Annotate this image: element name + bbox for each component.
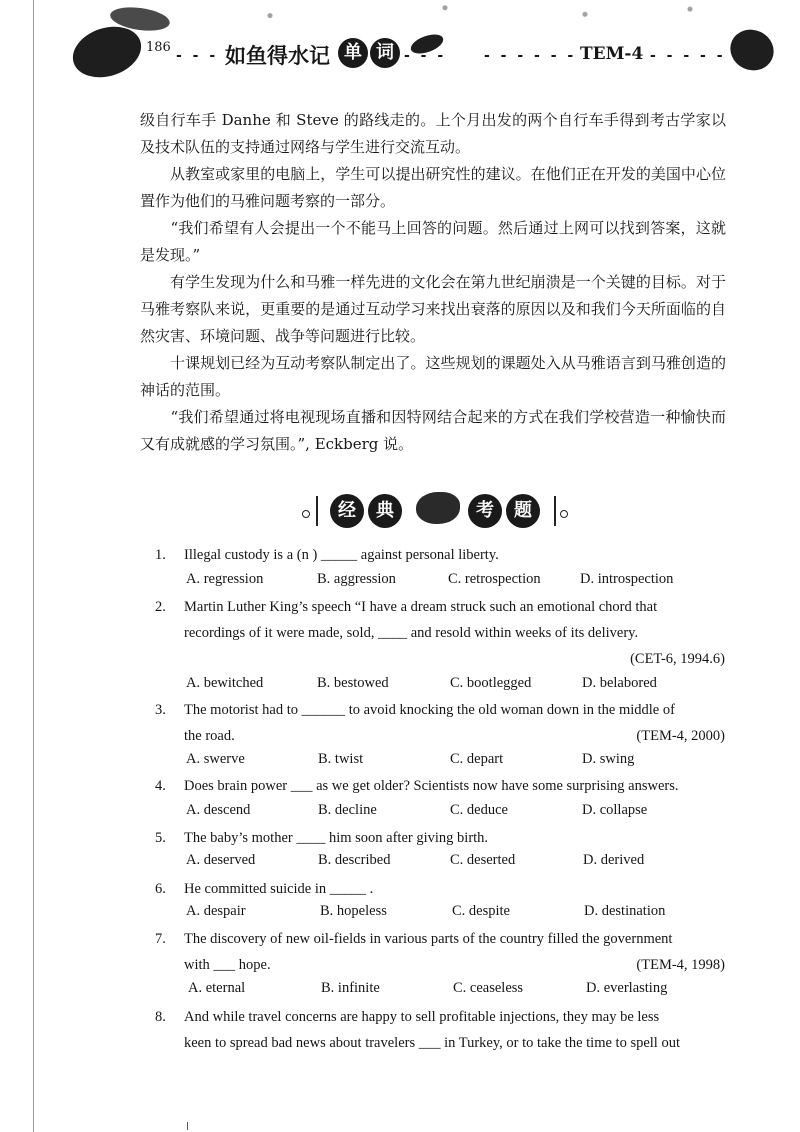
- option: D. collapse: [582, 802, 648, 818]
- question-number: 3.: [155, 702, 166, 718]
- question-stem: The motorist had to ______ to avoid knocking the old woman down in the middle of: [184, 702, 675, 718]
- question-number: 7.: [155, 931, 166, 947]
- paragraph: 十课规划已经为互动考察队制定出了。这些规划的课题处入从马雅语言到马雅创造的神话的范围。: [140, 354, 726, 399]
- question-number: 2.: [155, 599, 166, 615]
- question-source: (CET-6, 1994.6): [630, 651, 725, 667]
- option: C. ceaseless: [453, 980, 524, 996]
- question-number: 1.: [155, 547, 166, 563]
- option: D. belabored: [582, 675, 657, 691]
- option: A. bewitched: [186, 675, 264, 691]
- question-number: 6.: [155, 881, 166, 897]
- banner-dot-right: [560, 510, 568, 518]
- question-item: [155, 825, 725, 851]
- page-number: 186: [146, 40, 171, 55]
- paragraph: “我们希望通过将电视现场直播和因特网结合起来的方式在我们学校营造一种愉快而又有成就感的学习氛围。”, Eckberg 说。: [140, 408, 726, 453]
- option: D. swing: [582, 751, 635, 767]
- option: D. destination: [584, 903, 666, 919]
- banner-dot-left: [302, 510, 310, 518]
- question-item: [155, 926, 725, 978]
- option: D. everlasting: [586, 980, 668, 996]
- option: B. twist: [318, 751, 364, 767]
- option: C. deserted: [450, 852, 516, 868]
- option: A. swerve: [186, 751, 245, 767]
- option: D. introspection: [580, 571, 674, 587]
- option: C. deduce: [450, 802, 508, 818]
- option: A. eternal: [188, 980, 246, 996]
- question-stem: the road.: [184, 728, 235, 744]
- ink-blot-icon: [416, 492, 460, 524]
- option: B. infinite: [321, 980, 380, 996]
- question-stem: Martin Luther King’s speech “I have a dream struck such an emotional chord that: [184, 599, 658, 615]
- option: B. decline: [318, 802, 377, 818]
- paragraph: “我们希望有人会提出一个不能马上回答的问题。然后通过上网可以找到答案，这就是发现。”: [140, 219, 726, 264]
- paragraph: 有学生发现为什么和马雅一样先进的文化会在第九世纪崩溃是一个关键的目标。对于马雅考察队来说，更重要的是通过互动学习来找出衰落的原因以及和我们今天所面临的自然灾害、环境问题、战争等问题进行比较。: [140, 273, 726, 345]
- option: D. derived: [583, 852, 645, 868]
- option: A. deserved: [186, 852, 256, 868]
- header-tag-ci: 词: [370, 38, 400, 68]
- question-stem: The discovery of new oil-fields in various parts of the country filled the government: [184, 931, 673, 947]
- question-item: [155, 594, 725, 672]
- header-tag-dan: 单: [338, 38, 368, 68]
- question-item: [155, 876, 725, 902]
- header-dashes: - - - - -: [650, 48, 726, 64]
- question-stem: He committed suicide in _____ .: [184, 881, 374, 897]
- question-source: (TEM-4, 1998): [636, 957, 725, 973]
- question-item: [155, 1004, 725, 1056]
- option: B. described: [318, 852, 391, 868]
- page-foot-mark: [187, 1122, 188, 1130]
- question-stem: Illegal custody is a (n ) _____ against personal liberty.: [184, 547, 499, 563]
- option: C. retrospection: [448, 571, 541, 587]
- question-number: 5.: [155, 830, 166, 846]
- question-item: [155, 773, 725, 799]
- question-number: 4.: [155, 778, 166, 794]
- option: C. bootlegged: [450, 675, 532, 691]
- question-source: (TEM-4, 2000): [636, 728, 725, 744]
- binding-margin-rule: [33, 0, 34, 1132]
- paragraph: 级自行车手 Danhe 和 Steve 的路线走的。上个月出发的两个自行车手得到考古学家以及技术队伍的支持通过网络与学生进行交流互动。: [140, 111, 726, 156]
- header-dashes: - - -: [176, 48, 219, 64]
- question-stem: The baby’s mother ____ him soon after giving birth.: [184, 830, 489, 846]
- banner-char: 典: [368, 494, 402, 528]
- option: A. descend: [186, 802, 251, 818]
- header-dashes: - - - - - -: [484, 48, 577, 64]
- question-stem: keen to spread bad news about travelers ___ in Turkey, or to take the time to spell out: [184, 1035, 680, 1051]
- question-number: 8.: [155, 1009, 166, 1025]
- option: B. aggression: [317, 571, 396, 587]
- ink-splash-right-icon: [724, 23, 781, 78]
- question-item: [155, 542, 725, 568]
- question-stem: with ___ hope.: [184, 957, 271, 973]
- banner-char: 经: [330, 494, 364, 528]
- question-stem: And while travel concerns are happy to sell profitable injections, they may be less: [184, 1009, 660, 1025]
- question-stem: recordings of it were made, sold, ____ and resold within weeks of its delivery.: [184, 625, 639, 641]
- option: B. bestowed: [317, 675, 389, 691]
- header-title: 如鱼得水记: [225, 43, 330, 68]
- page-header: [0, 0, 800, 90]
- section-banner-classic-exam: [300, 490, 576, 532]
- option: B. hopeless: [320, 903, 387, 919]
- option: A. despair: [186, 903, 246, 919]
- paragraph: 从教室或家里的电脑上，学生可以提出研究性的建议。在他们正在开发的美国中心位置作为他们的马雅问题考察的一部分。: [140, 165, 726, 210]
- header-exam-label: TEM-4: [580, 44, 644, 64]
- option: A. regression: [186, 571, 264, 587]
- option: C. depart: [450, 751, 504, 767]
- header-dashes: - - -: [404, 48, 447, 64]
- banner-char: 题: [506, 494, 540, 528]
- question-item: [155, 697, 725, 749]
- option: C. despite: [452, 903, 510, 919]
- banner-char: 考: [468, 494, 502, 528]
- question-stem: Does brain power ___ as we get older? Scientists now have some surprising answers.: [184, 778, 679, 794]
